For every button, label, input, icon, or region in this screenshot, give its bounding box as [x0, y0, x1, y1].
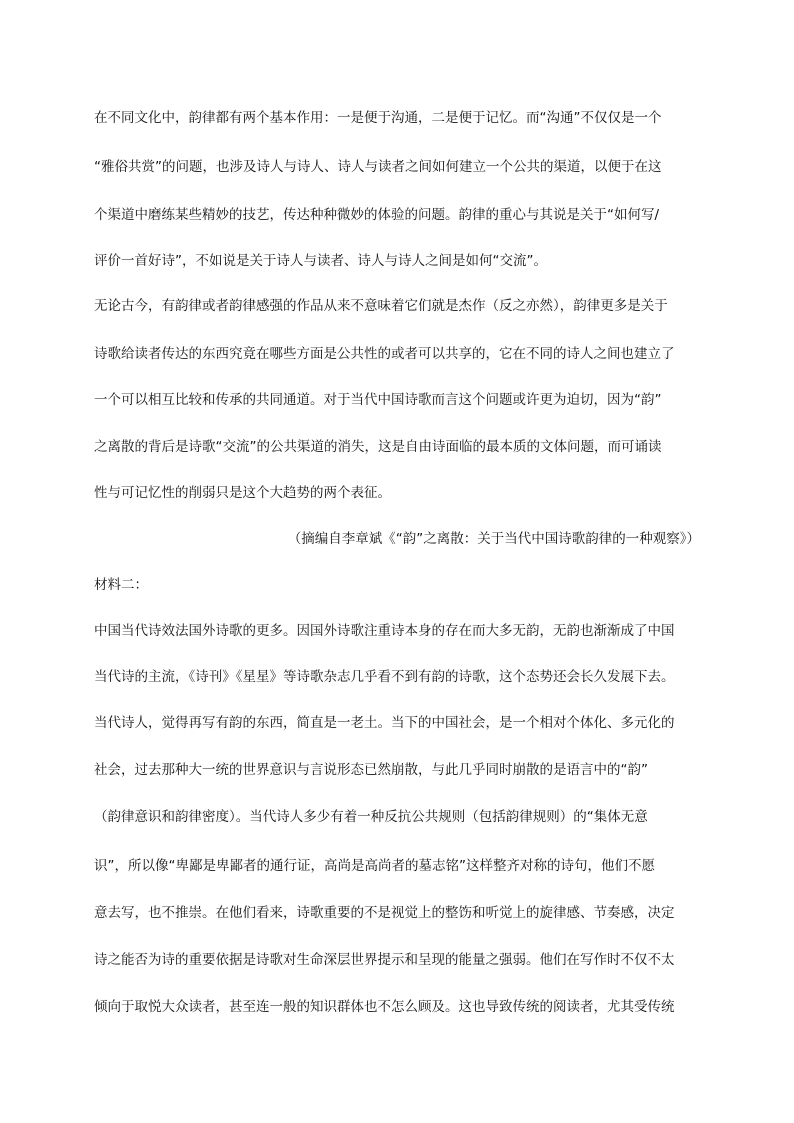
paragraph-line: 之离散的背后是诗歌“交流”的公共渠道的消失，这是自由诗面临的最本质的文体问题，而可诵读 [94, 439, 662, 455]
paragraph-line: “雅俗共赏”的问题，也涉及诗人与诗人、诗人与读者之间如何建立一个公共的渠道，以便于在这 [94, 159, 662, 175]
section-heading: 材料二： [94, 577, 148, 593]
source-citation: （摘编自李章斌《“韵”之离散：关于当代中国诗歌韵律的一种观察》） [287, 531, 700, 547]
paragraph-line: 诗歌给读者传达的东西究竟在哪些方面是公共性的或者可以共享的，它在不同的诗人之间也建立了 [94, 346, 675, 362]
paragraph-line: 评价一首好诗”，不如说是关于诗人与读者、诗人与诗人之间是如何“交流”。 [94, 253, 547, 269]
paragraph-line: 个渠道中磨练某些精妙的技艺，传达种种微妙的体验的问题。韵律的重心与其说是关于“如何写/ [94, 207, 660, 223]
paragraph-line: 倾向于取悦大众读者，甚至连一般的知识群体也不怎么顾及。这也导致传统的阅读者，尤其受传统 [94, 999, 675, 1015]
paragraph-line: （韵律意识和韵律密度）。当代诗人多少有着一种反抗公共规则（包括韵律规则）的“集体无意 [94, 809, 648, 825]
paragraph-line: 当代诗人，觉得再写有韵的东西，简直是一老土。当下的中国社会，是一个相对个体化、多元化的 [94, 715, 675, 731]
paragraph-line: 在不同文化中，韵律都有两个基本作用：一是便于沟通，二是便于记忆。而“沟通”不仅仅是一个 [94, 110, 662, 126]
paragraph-line: 一个可以相互比较和传承的共同通道。对于当代中国诗歌而言这个问题或许更为迫切，因为“韵” [94, 392, 662, 408]
paragraph-line: 性与可记忆性的削弱只是这个大趋势的两个表征。 [94, 485, 391, 501]
paragraph-line: 识”，所以像“卑鄙是卑鄙者的通行证，高尚是高尚者的墓志铭”这样整齐对称的诗句，他们不愿 [94, 858, 655, 874]
paragraph-line: 无论古今，有韵律或者韵律感强的作品从来不意味着它们就是杰作（反之亦然），韵律更多是关于 [94, 298, 668, 314]
paragraph-line: 当代诗的主流，《诗刊》《星星》等诗歌杂志几乎看不到有韵的诗歌，这个态势还会长久发展下去。 [94, 669, 675, 685]
paragraph-line: 诗之能否为诗的重要依据是诗歌对生命深层世界提示和呈现的能量之强弱。他们在写作时不仅不太 [94, 952, 675, 968]
paragraph-line: 中国当代诗效法国外诗歌的更多。因国外诗歌注重诗本身的存在而大多无韵，无韵也渐渐成了中国 [94, 623, 675, 639]
paragraph-line: 意去写，也不推崇。在他们看来，诗歌重要的不是视觉上的整饬和听觉上的旋律感、节奏感，决定 [94, 905, 675, 921]
paragraph-line: 社会，过去那种大一统的世界意识与言说形态已然崩散，与此几乎同时崩散的是语言中的“韵” [94, 762, 648, 778]
